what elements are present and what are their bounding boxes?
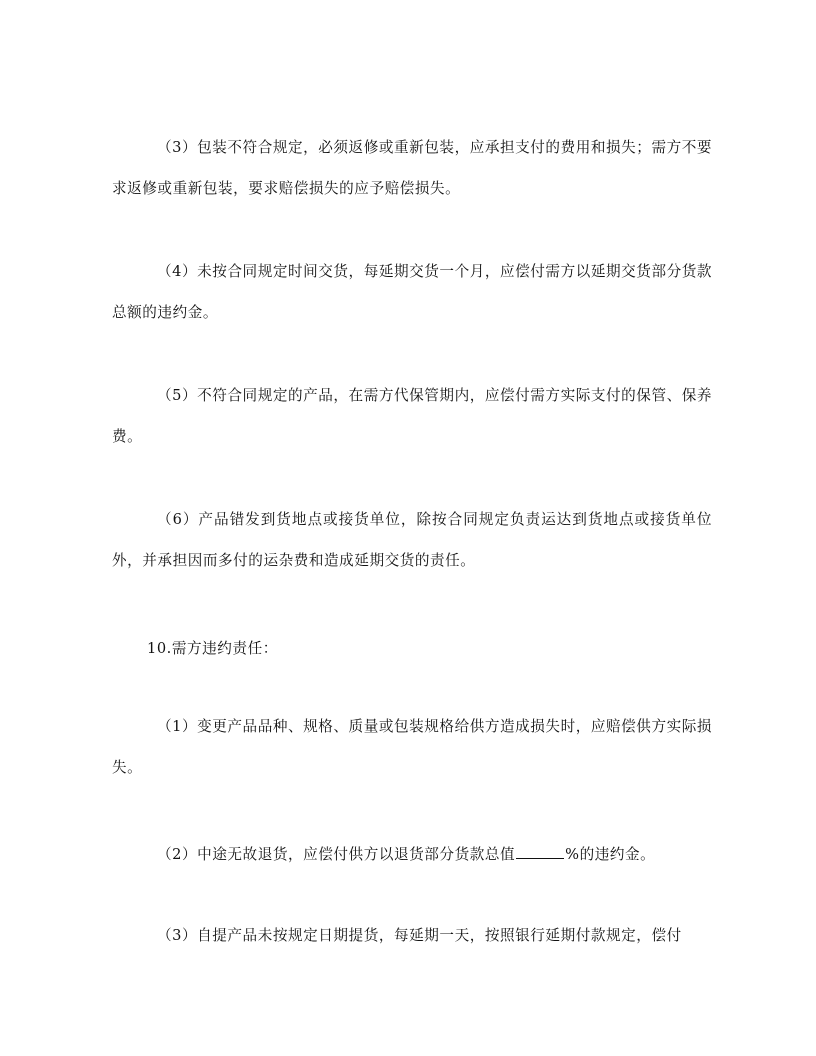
fill-in-blank [516,844,564,859]
clause-5-storage: （5）不符合同规定的产品，在需方代保管期内，应偿付需方实际支付的保管、保养费。 [112,387,713,445]
clause-4-late-delivery: （4）未按合同规定时间交货，每延期交货一个月，应偿付需方以延期交货部分货款总额的违约金。 [112,263,713,321]
clause-1-product-change: （1）变更产品品种、规格、质量或包装规格给供方造成损失时，应赔偿供方实际损失。 [112,718,713,776]
section-10-heading: 10.需方违约责任： [147,640,278,657]
clause-2-return-goods [112,834,712,875]
clause-2-text-after: %的违约金。 [565,846,656,863]
clause-6-wrong-delivery: （6）产品错发到货地点或接货单位，除按合同规定负责运达到货地点或接货单位外，并承担因而多付的运杂费和造成延期交货的责任。 [112,511,712,569]
clause-3-late-pickup: （3）自提产品未按规定日期提货，每延期一天，按照银行延期付款规定，偿付 [157,927,682,944]
clause-2-text-before: （2）中途无故退货，应偿付供方以退货部分货款总值 [157,846,516,863]
clause-3-packaging: （3）包装不符合规定，必须返修或重新包装，应承担支付的费用和损失；需方不要求返修或重新包装，要求赔偿损失的应予赔偿损失。 [112,139,713,197]
